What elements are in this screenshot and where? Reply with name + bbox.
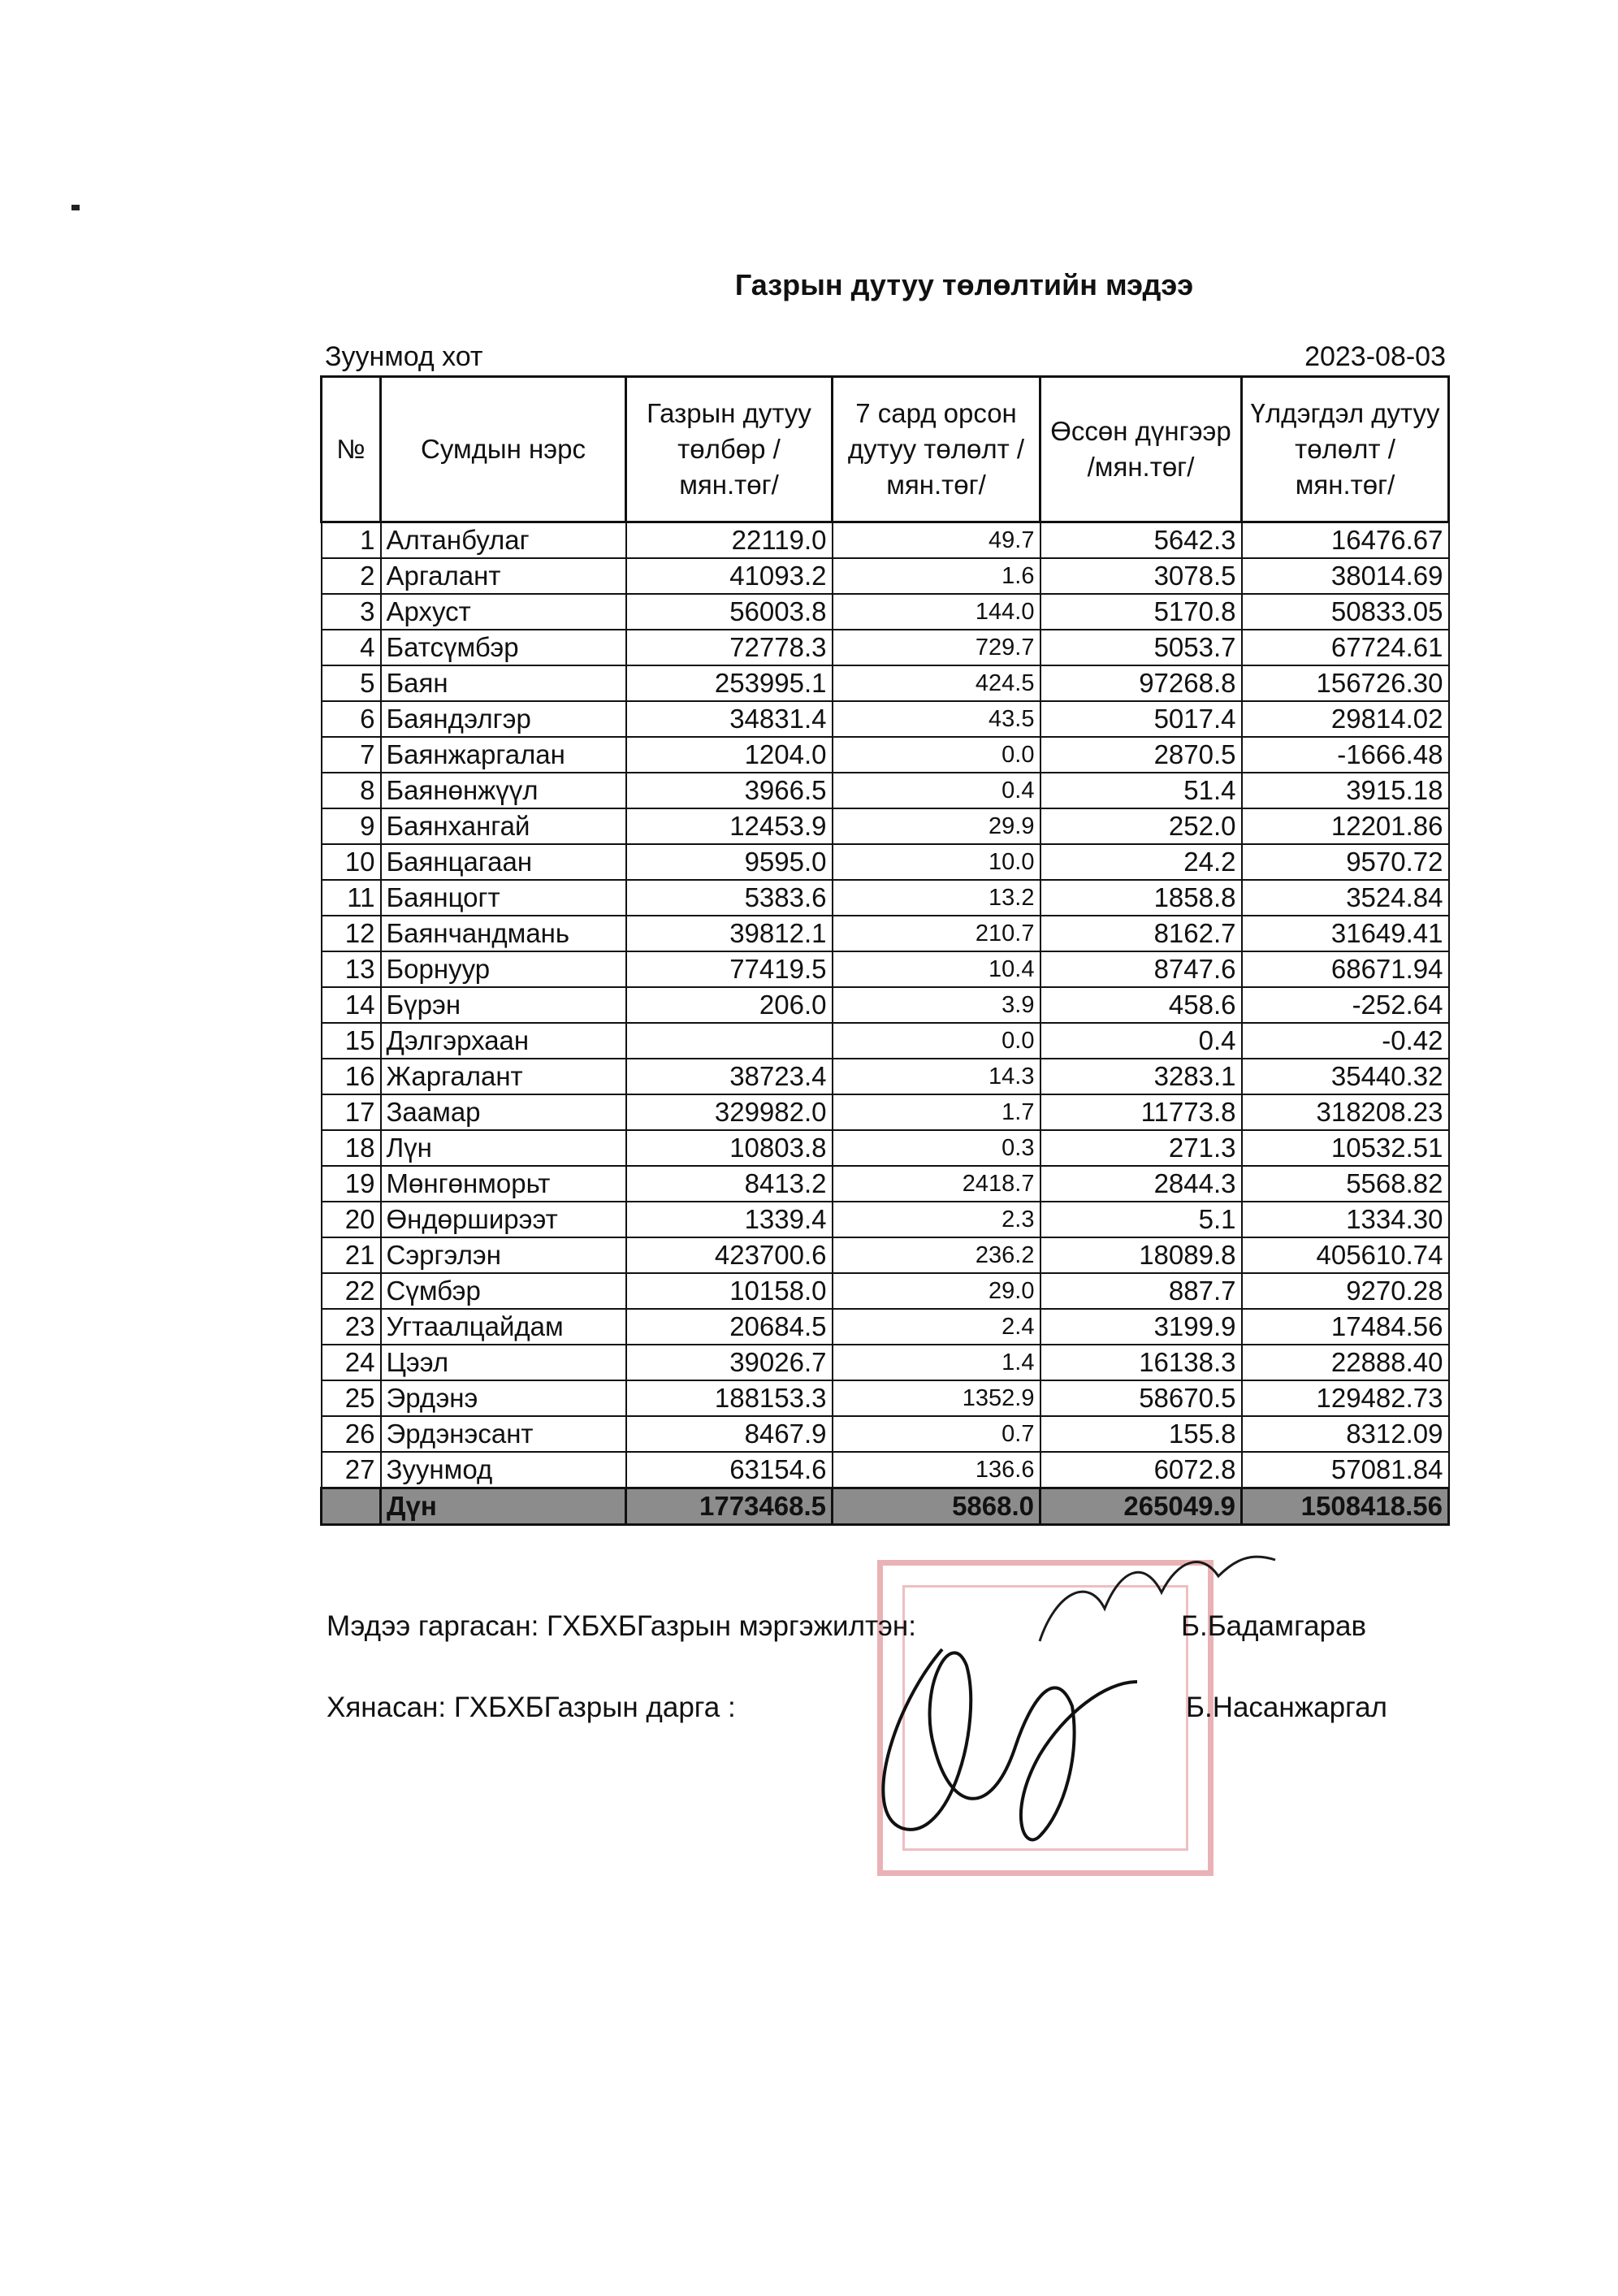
- table-row: [322, 1345, 1449, 1380]
- cell-july-payment: 236.2: [833, 1237, 1040, 1273]
- table-row: [322, 630, 1449, 665]
- cell-land-fee-arrears: 253995.1: [626, 665, 833, 701]
- header-cumulative: Өссөн дүнгээр /мян.төг/: [1040, 377, 1242, 522]
- cell-july-payment: 13.2: [833, 880, 1040, 916]
- cell-july-payment: 29.9: [833, 808, 1040, 844]
- table-row: [322, 808, 1449, 844]
- cell-soum-name: Жаргалант: [381, 1059, 626, 1094]
- reviewed-by-label: Хянасан: ГХБХБГазрын дарга :: [327, 1692, 736, 1723]
- cell-soum-name: Сэргэлэн: [381, 1237, 626, 1273]
- table-row: [322, 594, 1449, 630]
- cell-row-number: 6: [322, 701, 381, 737]
- cell-land-fee-arrears: 423700.6: [626, 1237, 833, 1273]
- cell-remaining-arrears: 38014.69: [1242, 558, 1449, 594]
- cell-land-fee-arrears: 34831.4: [626, 701, 833, 737]
- cell-july-payment: 10.0: [833, 844, 1040, 880]
- total-cell-soum-name: Дүн: [381, 1488, 626, 1525]
- cell-july-payment: 2.3: [833, 1202, 1040, 1237]
- cell-july-payment: 0.0: [833, 737, 1040, 773]
- cell-row-number: 20: [322, 1202, 381, 1237]
- total-cell-cumulative: 265049.9: [1040, 1488, 1242, 1525]
- cell-land-fee-arrears: 8413.2: [626, 1166, 833, 1202]
- cell-land-fee-arrears: 10158.0: [626, 1273, 833, 1309]
- cell-remaining-arrears: 3524.84: [1242, 880, 1449, 916]
- table-row: [322, 951, 1449, 987]
- cell-cumulative: 18089.8: [1040, 1237, 1242, 1273]
- cell-remaining-arrears: 12201.86: [1242, 808, 1449, 844]
- table-row: [322, 987, 1449, 1023]
- cell-cumulative: 6072.8: [1040, 1452, 1242, 1488]
- cell-soum-name: Борнуур: [381, 951, 626, 987]
- table-row: [322, 1130, 1449, 1166]
- table-row: [322, 1059, 1449, 1094]
- cell-row-number: 16: [322, 1059, 381, 1094]
- table-row: [322, 665, 1449, 701]
- cell-july-payment: 49.7: [833, 522, 1040, 559]
- cell-row-number: 24: [322, 1345, 381, 1380]
- cell-cumulative: 11773.8: [1040, 1094, 1242, 1130]
- cell-remaining-arrears: 68671.94: [1242, 951, 1449, 987]
- table-row: [322, 558, 1449, 594]
- cell-land-fee-arrears: 206.0: [626, 987, 833, 1023]
- cell-remaining-arrears: 129482.73: [1242, 1380, 1449, 1416]
- cell-land-fee-arrears: 56003.8: [626, 594, 833, 630]
- cell-remaining-arrears: 57081.84: [1242, 1452, 1449, 1488]
- cell-soum-name: Дэлгэрхаан: [381, 1023, 626, 1059]
- cell-land-fee-arrears: 38723.4: [626, 1059, 833, 1094]
- cell-cumulative: 5.1: [1040, 1202, 1242, 1237]
- cell-row-number: 1: [322, 522, 381, 559]
- table-row: [322, 1023, 1449, 1059]
- cell-land-fee-arrears: 1339.4: [626, 1202, 833, 1237]
- cell-soum-name: Заамар: [381, 1094, 626, 1130]
- cell-row-number: 13: [322, 951, 381, 987]
- cell-land-fee-arrears: 1204.0: [626, 737, 833, 773]
- cell-soum-name: Баян: [381, 665, 626, 701]
- total-cell-row-number: [322, 1488, 381, 1525]
- scan-speck: [71, 205, 80, 210]
- cell-land-fee-arrears: 5383.6: [626, 880, 833, 916]
- table-row: [322, 1237, 1449, 1273]
- document-title: Газрын дутуу төлөлтийн мэдээ: [734, 268, 1194, 301]
- cell-cumulative: 2870.5: [1040, 737, 1242, 773]
- cell-remaining-arrears: 318208.23: [1242, 1094, 1449, 1130]
- total-cell-remaining-arrears: 1508418.56: [1242, 1488, 1449, 1525]
- header-soum-name: Сумдын нэрс: [381, 377, 626, 522]
- header-july-payment: 7 сард орсон дутуу төлөлт /мян.төг/: [833, 377, 1040, 522]
- cell-july-payment: 0.3: [833, 1130, 1040, 1166]
- cell-row-number: 17: [322, 1094, 381, 1130]
- cell-cumulative: 252.0: [1040, 808, 1242, 844]
- cell-cumulative: 3199.9: [1040, 1309, 1242, 1345]
- cell-july-payment: 424.5: [833, 665, 1040, 701]
- cell-cumulative: 0.4: [1040, 1023, 1242, 1059]
- prepared-by-name: Б.Бадамгарав: [1181, 1610, 1367, 1642]
- cell-remaining-arrears: 10532.51: [1242, 1130, 1449, 1166]
- cell-remaining-arrears: 35440.32: [1242, 1059, 1449, 1094]
- cell-remaining-arrears: 405610.74: [1242, 1237, 1449, 1273]
- cell-row-number: 9: [322, 808, 381, 844]
- table-header-row: [322, 377, 1449, 522]
- cell-cumulative: 5642.3: [1040, 522, 1242, 559]
- cell-cumulative: 97268.8: [1040, 665, 1242, 701]
- cell-cumulative: 16138.3: [1040, 1345, 1242, 1380]
- cell-july-payment: 29.0: [833, 1273, 1040, 1309]
- cell-land-fee-arrears: 39812.1: [626, 916, 833, 951]
- cell-cumulative: 8162.7: [1040, 916, 1242, 951]
- cell-remaining-arrears: 5568.82: [1242, 1166, 1449, 1202]
- cell-remaining-arrears: 67724.61: [1242, 630, 1449, 665]
- cell-cumulative: 2844.3: [1040, 1166, 1242, 1202]
- cell-july-payment: 1.6: [833, 558, 1040, 594]
- cell-remaining-arrears: 8312.09: [1242, 1416, 1449, 1452]
- cell-soum-name: Зуунмод: [381, 1452, 626, 1488]
- cell-land-fee-arrears: 8467.9: [626, 1416, 833, 1452]
- cell-row-number: 7: [322, 737, 381, 773]
- cell-soum-name: Баяндэлгэр: [381, 701, 626, 737]
- cell-soum-name: Баянхангай: [381, 808, 626, 844]
- table-row: [322, 1166, 1449, 1202]
- header-land-fee-arrears: Газрын дутуу төлбөр /мян.төг/: [626, 377, 833, 522]
- cell-cumulative: 458.6: [1040, 987, 1242, 1023]
- cell-land-fee-arrears: 188153.3: [626, 1380, 833, 1416]
- cell-land-fee-arrears: 12453.9: [626, 808, 833, 844]
- cell-row-number: 25: [322, 1380, 381, 1416]
- cell-row-number: 8: [322, 773, 381, 808]
- cell-soum-name: Баянөнжүүл: [381, 773, 626, 808]
- cell-land-fee-arrears: 41093.2: [626, 558, 833, 594]
- header-number: №: [322, 377, 381, 522]
- cell-soum-name: Баянчандмань: [381, 916, 626, 951]
- cell-remaining-arrears: 3915.18: [1242, 773, 1449, 808]
- cell-row-number: 21: [322, 1237, 381, 1273]
- cell-remaining-arrears: -1666.48: [1242, 737, 1449, 773]
- cell-july-payment: 0.4: [833, 773, 1040, 808]
- cell-land-fee-arrears: [626, 1023, 833, 1059]
- cell-soum-name: Эрдэнэ: [381, 1380, 626, 1416]
- cell-cumulative: 58670.5: [1040, 1380, 1242, 1416]
- report-date: 2023-08-03: [1304, 341, 1446, 372]
- cell-land-fee-arrears: 39026.7: [626, 1345, 833, 1380]
- table-row: [322, 1416, 1449, 1452]
- cell-july-payment: 729.7: [833, 630, 1040, 665]
- cell-row-number: 23: [322, 1309, 381, 1345]
- cell-land-fee-arrears: 20684.5: [626, 1309, 833, 1345]
- cell-remaining-arrears: 16476.67: [1242, 522, 1449, 559]
- cell-july-payment: 2418.7: [833, 1166, 1040, 1202]
- cell-row-number: 15: [322, 1023, 381, 1059]
- cell-cumulative: 3078.5: [1040, 558, 1242, 594]
- cell-soum-name: Баянцагаан: [381, 844, 626, 880]
- header-remaining-arrears: Үлдэгдэл дутуу төлөлт /мян.төг/: [1242, 377, 1449, 522]
- cell-soum-name: Алтанбулаг: [381, 522, 626, 559]
- cell-july-payment: 10.4: [833, 951, 1040, 987]
- cell-remaining-arrears: 17484.56: [1242, 1309, 1449, 1345]
- reviewed-by-name: Б.Насанжаргал: [1186, 1692, 1387, 1723]
- cell-july-payment: 3.9: [833, 987, 1040, 1023]
- cell-row-number: 26: [322, 1416, 381, 1452]
- cell-july-payment: 14.3: [833, 1059, 1040, 1094]
- table-row: [322, 1273, 1449, 1309]
- cell-row-number: 10: [322, 844, 381, 880]
- cell-remaining-arrears: 156726.30: [1242, 665, 1449, 701]
- cell-soum-name: Цээл: [381, 1345, 626, 1380]
- cell-row-number: 14: [322, 987, 381, 1023]
- cell-land-fee-arrears: 9595.0: [626, 844, 833, 880]
- cell-remaining-arrears: 9570.72: [1242, 844, 1449, 880]
- total-cell-july-payment: 5868.0: [833, 1488, 1040, 1525]
- cell-remaining-arrears: 29814.02: [1242, 701, 1449, 737]
- prepared-by-label: Мэдээ гаргасан: ГХБХБГазрын мэргэжилтэн:: [327, 1610, 916, 1642]
- cell-land-fee-arrears: 63154.6: [626, 1452, 833, 1488]
- cell-row-number: 5: [322, 665, 381, 701]
- cell-land-fee-arrears: 72778.3: [626, 630, 833, 665]
- cell-cumulative: 155.8: [1040, 1416, 1242, 1452]
- cell-soum-name: Архуст: [381, 594, 626, 630]
- cell-land-fee-arrears: 10803.8: [626, 1130, 833, 1166]
- cell-soum-name: Мөнгөнморьт: [381, 1166, 626, 1202]
- total-row: [322, 1488, 1449, 1525]
- payment-table: [320, 375, 1450, 1526]
- cell-soum-name: Угтаалцайдам: [381, 1309, 626, 1345]
- cell-soum-name: Сүмбэр: [381, 1273, 626, 1309]
- cell-row-number: 19: [322, 1166, 381, 1202]
- table-row: [322, 880, 1449, 916]
- table-row: [322, 737, 1449, 773]
- cell-land-fee-arrears: 77419.5: [626, 951, 833, 987]
- cell-cumulative: 887.7: [1040, 1273, 1242, 1309]
- table-row: [322, 844, 1449, 880]
- cell-soum-name: Эрдэнэсант: [381, 1416, 626, 1452]
- cell-land-fee-arrears: 329982.0: [626, 1094, 833, 1130]
- table-row: [322, 1094, 1449, 1130]
- cell-row-number: 11: [322, 880, 381, 916]
- cell-soum-name: Аргалант: [381, 558, 626, 594]
- cell-remaining-arrears: 22888.40: [1242, 1345, 1449, 1380]
- cell-row-number: 27: [322, 1452, 381, 1488]
- table-row: [322, 1380, 1449, 1416]
- cell-cumulative: 5017.4: [1040, 701, 1242, 737]
- cell-july-payment: 144.0: [833, 594, 1040, 630]
- cell-remaining-arrears: 31649.41: [1242, 916, 1449, 951]
- cell-row-number: 4: [322, 630, 381, 665]
- table-row: [322, 1309, 1449, 1345]
- cell-july-payment: 210.7: [833, 916, 1040, 951]
- signature-lower: [883, 1649, 1137, 1839]
- cell-cumulative: 1858.8: [1040, 880, 1242, 916]
- total-cell-land-fee-arrears: 1773468.5: [626, 1488, 833, 1525]
- cell-row-number: 2: [322, 558, 381, 594]
- cell-soum-name: Лүн: [381, 1130, 626, 1166]
- cell-row-number: 12: [322, 916, 381, 951]
- cell-land-fee-arrears: 3966.5: [626, 773, 833, 808]
- cell-cumulative: 8747.6: [1040, 951, 1242, 987]
- cell-soum-name: Баянжаргалан: [381, 737, 626, 773]
- cell-land-fee-arrears: 22119.0: [626, 522, 833, 559]
- cell-soum-name: Батсүмбэр: [381, 630, 626, 665]
- cell-cumulative: 271.3: [1040, 1130, 1242, 1166]
- cell-row-number: 18: [322, 1130, 381, 1166]
- cell-remaining-arrears: 9270.28: [1242, 1273, 1449, 1309]
- cell-remaining-arrears: 1334.30: [1242, 1202, 1449, 1237]
- table-row: [322, 773, 1449, 808]
- cell-cumulative: 51.4: [1040, 773, 1242, 808]
- table-row: [322, 916, 1449, 951]
- cell-cumulative: 5053.7: [1040, 630, 1242, 665]
- table-row: [322, 1202, 1449, 1237]
- cell-july-payment: 1.7: [833, 1094, 1040, 1130]
- cell-cumulative: 3283.1: [1040, 1059, 1242, 1094]
- table-body: [322, 522, 1449, 1525]
- cell-remaining-arrears: -252.64: [1242, 987, 1449, 1023]
- cell-remaining-arrears: -0.42: [1242, 1023, 1449, 1059]
- cell-remaining-arrears: 50833.05: [1242, 594, 1449, 630]
- cell-july-payment: 1352.9: [833, 1380, 1040, 1416]
- cell-soum-name: Баянцогт: [381, 880, 626, 916]
- cell-row-number: 3: [322, 594, 381, 630]
- table-row: [322, 701, 1449, 737]
- cell-soum-name: Бүрэн: [381, 987, 626, 1023]
- cell-july-payment: 0.0: [833, 1023, 1040, 1059]
- cell-soum-name: Өндөрширээт: [381, 1202, 626, 1237]
- cell-july-payment: 2.4: [833, 1309, 1040, 1345]
- cell-july-payment: 1.4: [833, 1345, 1040, 1380]
- table-row: [322, 1452, 1449, 1488]
- cell-row-number: 22: [322, 1273, 381, 1309]
- cell-cumulative: 24.2: [1040, 844, 1242, 880]
- table-row: [322, 522, 1449, 559]
- location-label: Зуунмод хот: [325, 341, 483, 372]
- cell-july-payment: 0.7: [833, 1416, 1040, 1452]
- cell-july-payment: 43.5: [833, 701, 1040, 737]
- cell-cumulative: 5170.8: [1040, 594, 1242, 630]
- cell-july-payment: 136.6: [833, 1452, 1040, 1488]
